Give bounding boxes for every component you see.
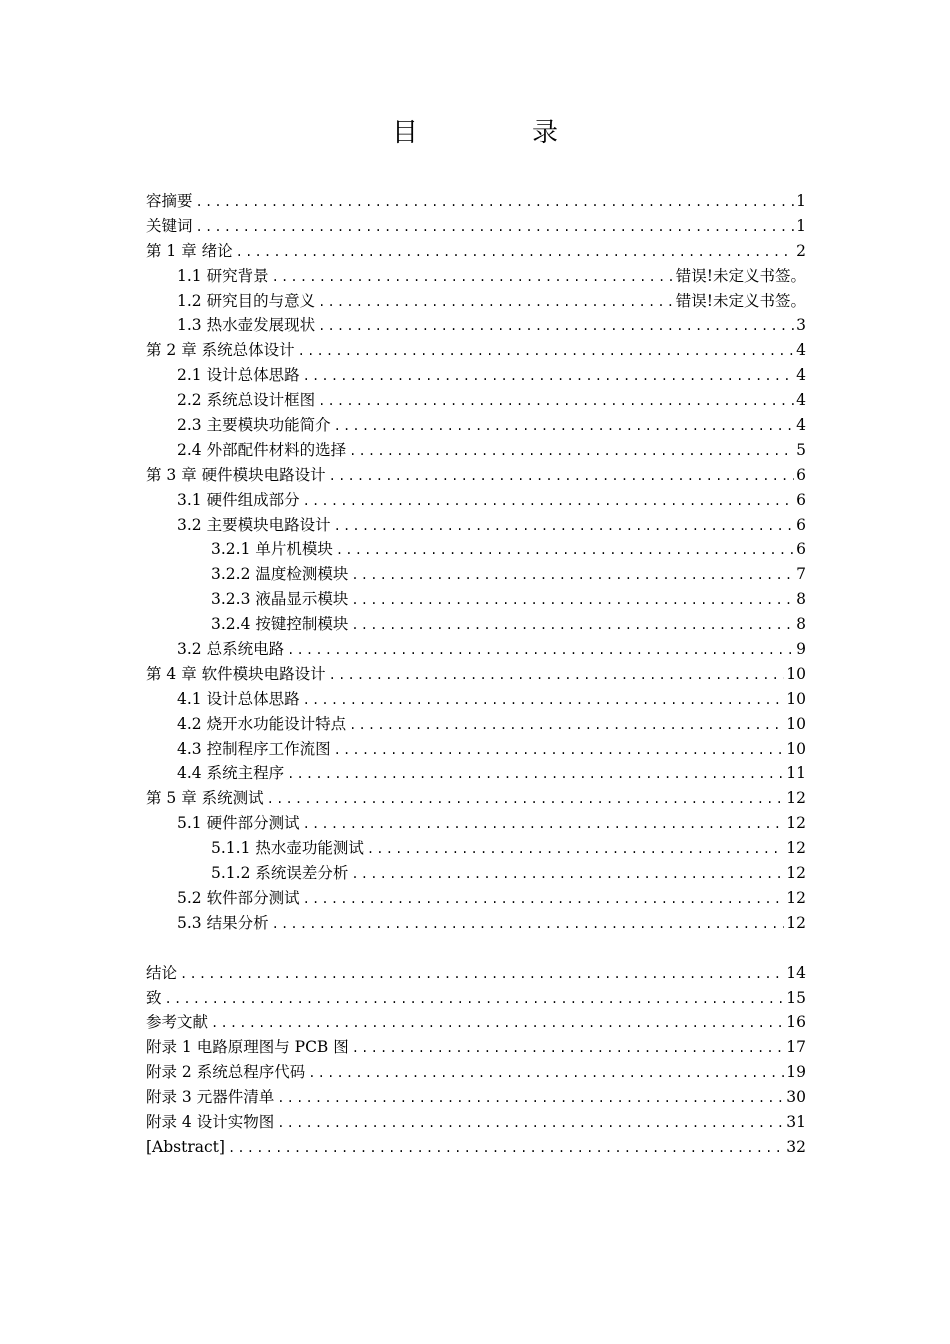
toc-entry[interactable] bbox=[146, 911, 806, 936]
toc-entry-label: 2.1 设计总体思路 bbox=[177, 366, 300, 385]
toc-entry-page: 2 bbox=[796, 241, 806, 260]
toc-entry[interactable] bbox=[146, 1010, 806, 1035]
toc-entry-page: 6 bbox=[796, 540, 806, 559]
toc-leader bbox=[196, 215, 795, 240]
toc-leader bbox=[318, 290, 674, 315]
toc-leader bbox=[303, 887, 785, 912]
toc-leader bbox=[303, 489, 795, 514]
toc-leader bbox=[351, 588, 794, 613]
toc-entry-label: 第 2 章 系统总体设计 bbox=[146, 341, 295, 360]
toc-entry-page: 12 bbox=[786, 913, 806, 932]
toc-entry[interactable] bbox=[146, 961, 806, 986]
toc-leader bbox=[349, 713, 784, 738]
toc-entry-page: 9 bbox=[796, 640, 806, 659]
toc-entry-label: 附录 2 系统总程序代码 bbox=[146, 1063, 306, 1082]
toc-leader bbox=[180, 962, 784, 987]
toc-entry-label: 3.2 总系统电路 bbox=[177, 640, 285, 659]
toc-leader bbox=[196, 190, 795, 215]
toc-list bbox=[146, 189, 806, 1160]
toc-entry[interactable] bbox=[146, 986, 806, 1011]
toc-entry-label: 5.3 结果分析 bbox=[177, 913, 269, 932]
toc-entry-page: 12 bbox=[786, 864, 806, 883]
toc-entry-label: 第 4 章 软件模块电路设计 bbox=[146, 664, 326, 683]
toc-leader bbox=[351, 862, 784, 887]
toc-entry-label: 致 bbox=[146, 988, 162, 1007]
toc-entry-label: [Abstract] bbox=[146, 1137, 225, 1156]
toc-entry[interactable] bbox=[146, 388, 806, 413]
toc-entry-page: 30 bbox=[786, 1088, 806, 1107]
toc-leader bbox=[228, 1136, 784, 1161]
toc-entry-label: 4.3 控制程序工作流图 bbox=[177, 739, 331, 758]
toc-entry[interactable] bbox=[146, 239, 806, 264]
toc-entry-label: 3.2.3 液晶显示模块 bbox=[211, 590, 349, 609]
toc-leader bbox=[329, 464, 794, 489]
toc-leader bbox=[272, 912, 785, 937]
toc-entry-label: 5.2 软件部分测试 bbox=[177, 888, 300, 907]
toc-entry[interactable] bbox=[146, 687, 806, 712]
toc-leader bbox=[308, 1061, 784, 1086]
toc-entry-label: 2.4 外部配件材料的选择 bbox=[177, 440, 347, 459]
toc-entry-label: 3.2.4 按键控制模块 bbox=[211, 615, 349, 634]
toc-entry[interactable] bbox=[146, 712, 806, 737]
toc-leader bbox=[298, 339, 794, 364]
toc-entry-label: 4.2 烧开水功能设计特点 bbox=[177, 714, 347, 733]
toc-entry-page: 14 bbox=[786, 963, 806, 982]
toc-entry-label: 3.2.2 温度检测模块 bbox=[211, 565, 349, 584]
toc-entry[interactable] bbox=[146, 463, 806, 488]
toc-entry-label: 2.2 系统总设计框图 bbox=[177, 391, 316, 410]
toc-entry[interactable] bbox=[146, 612, 806, 637]
toc-entry-page: 10 bbox=[786, 664, 806, 683]
toc-entry-label: 4.4 系统主程序 bbox=[177, 764, 285, 783]
toc-entry[interactable] bbox=[146, 1110, 806, 1135]
toc-entry[interactable] bbox=[146, 562, 806, 587]
toc-entry-page: 8 bbox=[796, 590, 806, 609]
toc-entry[interactable] bbox=[146, 189, 806, 214]
toc-entry-page: 10 bbox=[786, 714, 806, 733]
toc-entry-label: 5.1.1 热水壶功能测试 bbox=[211, 839, 364, 858]
toc-entry[interactable] bbox=[146, 761, 806, 786]
toc-leader bbox=[165, 987, 785, 1012]
toc-entry-label: 1.1 研究背景 bbox=[177, 266, 269, 285]
toc-entry-label: 附录 1 电路原理图与 PCB 图 bbox=[146, 1038, 349, 1057]
toc-entry-label: 参考文献 bbox=[146, 1013, 209, 1032]
toc-entry-page: 3 bbox=[796, 316, 806, 335]
toc-entry[interactable] bbox=[146, 214, 806, 239]
toc-leader bbox=[287, 762, 784, 787]
toc-entry-label: 5.1 硬件部分测试 bbox=[177, 814, 300, 833]
toc-entry-label: 第 3 章 硬件模块电路设计 bbox=[146, 465, 326, 484]
toc-entry[interactable] bbox=[146, 513, 806, 538]
toc-entry-page: 32 bbox=[786, 1137, 806, 1156]
toc-entry-page: 8 bbox=[796, 615, 806, 634]
toc-entry-label: 第 1 章 绪论 bbox=[146, 241, 233, 260]
toc-leader bbox=[318, 314, 794, 339]
toc-entry-page: 10 bbox=[786, 739, 806, 758]
toc-entry-page: 4 bbox=[796, 416, 806, 435]
toc-entry-page: 12 bbox=[786, 814, 806, 833]
toc-entry-page: 12 bbox=[786, 888, 806, 907]
toc-entry-page: 6 bbox=[796, 465, 806, 484]
toc-leader bbox=[367, 837, 784, 862]
toc-entry[interactable] bbox=[146, 289, 806, 314]
toc-entry-page: 11 bbox=[786, 764, 806, 783]
toc-entry-page: 12 bbox=[786, 789, 806, 808]
toc-entry-page: 4 bbox=[796, 341, 806, 360]
toc-leader bbox=[336, 538, 794, 563]
toc-leader bbox=[272, 265, 674, 290]
toc-entry-page: 4 bbox=[796, 391, 806, 410]
toc-entry[interactable] bbox=[146, 363, 806, 388]
toc-entry-label: 附录 3 元器件清单 bbox=[146, 1088, 275, 1107]
toc-leader bbox=[318, 389, 794, 414]
toc-entry[interactable] bbox=[146, 662, 806, 687]
toc-leader bbox=[277, 1086, 784, 1111]
toc-entry-label: 1.2 研究目的与意义 bbox=[177, 291, 316, 310]
toc-leader bbox=[349, 439, 794, 464]
toc-entry[interactable] bbox=[146, 861, 806, 886]
toc-leader bbox=[334, 738, 785, 763]
toc-entry-page: 错误!未定义书签。 bbox=[675, 291, 806, 310]
toc-entry[interactable] bbox=[146, 1060, 806, 1085]
toc-leader bbox=[334, 414, 795, 439]
toc-entry[interactable] bbox=[146, 413, 806, 438]
toc-leader bbox=[287, 638, 794, 663]
toc-entry[interactable] bbox=[146, 1085, 806, 1110]
toc-spacer bbox=[146, 936, 806, 961]
toc-entry[interactable] bbox=[146, 1135, 806, 1160]
toc-entry-page: 15 bbox=[786, 988, 806, 1007]
toc-entry-label: 1.3 热水壶发展现状 bbox=[177, 316, 316, 335]
toc-entry[interactable] bbox=[146, 1035, 806, 1060]
toc-entry-page: 6 bbox=[796, 515, 806, 534]
toc-entry-page: 错误!未定义书签。 bbox=[675, 266, 806, 285]
toc-entry-page: 31 bbox=[786, 1112, 806, 1131]
toc-entry-label: 附录 4 设计实物图 bbox=[146, 1112, 275, 1131]
toc-leader bbox=[351, 563, 794, 588]
toc-entry[interactable] bbox=[146, 587, 806, 612]
toc-leader bbox=[334, 514, 795, 539]
toc-entry[interactable] bbox=[146, 264, 806, 289]
toc-entry-page: 1 bbox=[796, 192, 806, 210]
toc-leader bbox=[211, 1011, 784, 1036]
toc-entry-label: 3.2 主要模块电路设计 bbox=[177, 515, 331, 534]
toc-entry-label: 2.3 主要模块功能简介 bbox=[177, 416, 331, 435]
toc-entry-page: 7 bbox=[796, 565, 806, 584]
toc-leader bbox=[303, 688, 785, 713]
toc-entry-page: 10 bbox=[786, 689, 806, 708]
toc-entry[interactable] bbox=[146, 537, 806, 562]
toc-entry-page: 4 bbox=[796, 366, 806, 385]
toc-entry[interactable] bbox=[146, 786, 806, 811]
toc-entry-page: 6 bbox=[796, 490, 806, 509]
toc-entry[interactable] bbox=[146, 737, 806, 762]
toc-title: 目 录 bbox=[391, 118, 602, 148]
toc-entry-label: 容摘要 bbox=[146, 192, 193, 210]
toc-leader bbox=[267, 787, 785, 812]
toc-entry[interactable] bbox=[146, 488, 806, 513]
toc-entry[interactable] bbox=[146, 836, 806, 861]
toc-entry-page: 5 bbox=[796, 440, 806, 459]
toc-leader bbox=[303, 364, 795, 389]
toc-entry-label: 关键词 bbox=[146, 216, 193, 235]
toc-leader bbox=[277, 1111, 784, 1136]
toc-leader bbox=[352, 1036, 785, 1061]
toc-entry-page: 17 bbox=[786, 1038, 806, 1057]
toc-entry[interactable] bbox=[146, 811, 806, 836]
toc-leader bbox=[351, 613, 794, 638]
toc-leader bbox=[329, 663, 785, 688]
toc-entry[interactable] bbox=[146, 886, 806, 911]
toc-entry-page: 12 bbox=[786, 839, 806, 858]
toc-entry-label: 第 5 章 系统测试 bbox=[146, 789, 264, 808]
toc-entry-label: 3.1 硬件组成部分 bbox=[177, 490, 300, 509]
toc-entry-page: 16 bbox=[786, 1013, 806, 1032]
toc-leader bbox=[303, 812, 785, 837]
toc-entry[interactable] bbox=[146, 338, 806, 363]
toc-entry-label: 5.1.2 系统误差分析 bbox=[211, 864, 349, 883]
toc-entry[interactable] bbox=[146, 438, 806, 463]
toc-leader bbox=[236, 240, 794, 265]
toc-entry[interactable] bbox=[146, 313, 806, 338]
toc-entry-label: 4.1 设计总体思路 bbox=[177, 689, 300, 708]
toc-entry[interactable] bbox=[146, 637, 806, 662]
toc-entry-page: 1 bbox=[796, 216, 806, 235]
toc-entry-label: 结论 bbox=[146, 963, 178, 982]
toc-entry-label: 3.2.1 单片机模块 bbox=[211, 540, 333, 559]
toc-entry-page: 19 bbox=[786, 1063, 806, 1082]
